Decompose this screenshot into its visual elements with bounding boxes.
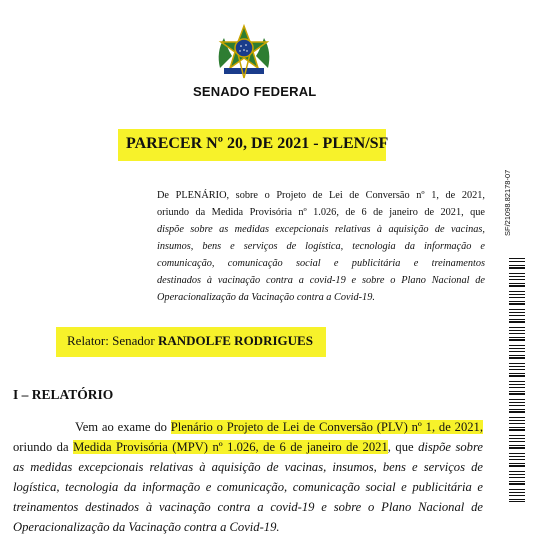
- italic-text: treinamentos destinados à vacinação contra a covid-19 e sobre o Plano Nacional de: [13, 500, 483, 514]
- paragraph-line: [13, 457, 483, 477]
- paragraph-line: [13, 517, 483, 537]
- text: Vem ao exame do: [75, 420, 171, 434]
- brazil-coat-of-arms-icon: [214, 24, 274, 80]
- highlighted-text: Medida Provisória (MPV) nº 1.026, de 6 de janeiro de 2021: [73, 440, 388, 454]
- ementa-line: oriundo da Medida Provisória nº 1.026, de 6 de janeiro de 2021, que: [157, 207, 485, 218]
- document-title: PARECER Nº 20, DE 2021 - PLEN/SF: [126, 135, 389, 152]
- institution-name: SENADO FEDERAL: [193, 84, 317, 99]
- paragraph-line: [13, 417, 483, 437]
- highlighted-text: Plenário o Projeto de Lei de Conversão (PLV) nº 1, de 2021,: [170, 420, 483, 434]
- ementa-line: De PLENÁRIO, sobre o Projeto de Lei de Conversão nº 1, de 2021,: [157, 190, 485, 201]
- ementa-line: [157, 255, 485, 272]
- italic-text: logística, tecnologia da informação e comunicação, comunicação social e publicitária e: [13, 480, 483, 494]
- ementa-line: [157, 221, 485, 238]
- ementa-italic: insumos, bens e serviços de logística, tecnologia da informação e: [157, 241, 485, 252]
- paragraph-line: [13, 477, 483, 497]
- ementa-block: [157, 187, 485, 306]
- ementa-italic: destinados à vacinação contra a covid-19 e sobre o Plano Nacional de: [157, 275, 485, 286]
- relator-line: [67, 333, 313, 349]
- document-id-code: SF/21098.82178-07: [503, 169, 512, 236]
- section-heading: I – RELATÓRIO: [13, 387, 114, 402]
- italic-text: Operacionalização da Vacinação contra a Covid-19.: [13, 520, 280, 534]
- relator-name: RANDOLFE RODRIGUES: [157, 333, 313, 348]
- paragraph-line: [13, 437, 483, 457]
- text: , que: [387, 440, 419, 454]
- barcode: [509, 258, 525, 502]
- ementa-line: [157, 289, 485, 306]
- ementa-italic: Operacionalização da Vacinação contra a Covid-19.: [157, 292, 375, 303]
- ementa-italic: comunicação, comunicação social e publicitária e treinamentos: [157, 258, 485, 269]
- ementa-italic: dispõe sobre as medidas excepcionais relativas à aquisição de vacinas,: [157, 224, 485, 235]
- ementa-line: [157, 238, 485, 255]
- ementa-line: [157, 272, 485, 289]
- report-paragraph: [13, 417, 483, 537]
- italic-text: as medidas excepcionais relativas à aquisição de vacinas, insumos, bens e serviços de: [13, 460, 483, 474]
- italic-text: dispõe sobre: [418, 440, 483, 454]
- relator-label: Relator: Senador: [67, 333, 158, 348]
- paragraph-line: [13, 497, 483, 517]
- text: oriundo da: [13, 440, 74, 454]
